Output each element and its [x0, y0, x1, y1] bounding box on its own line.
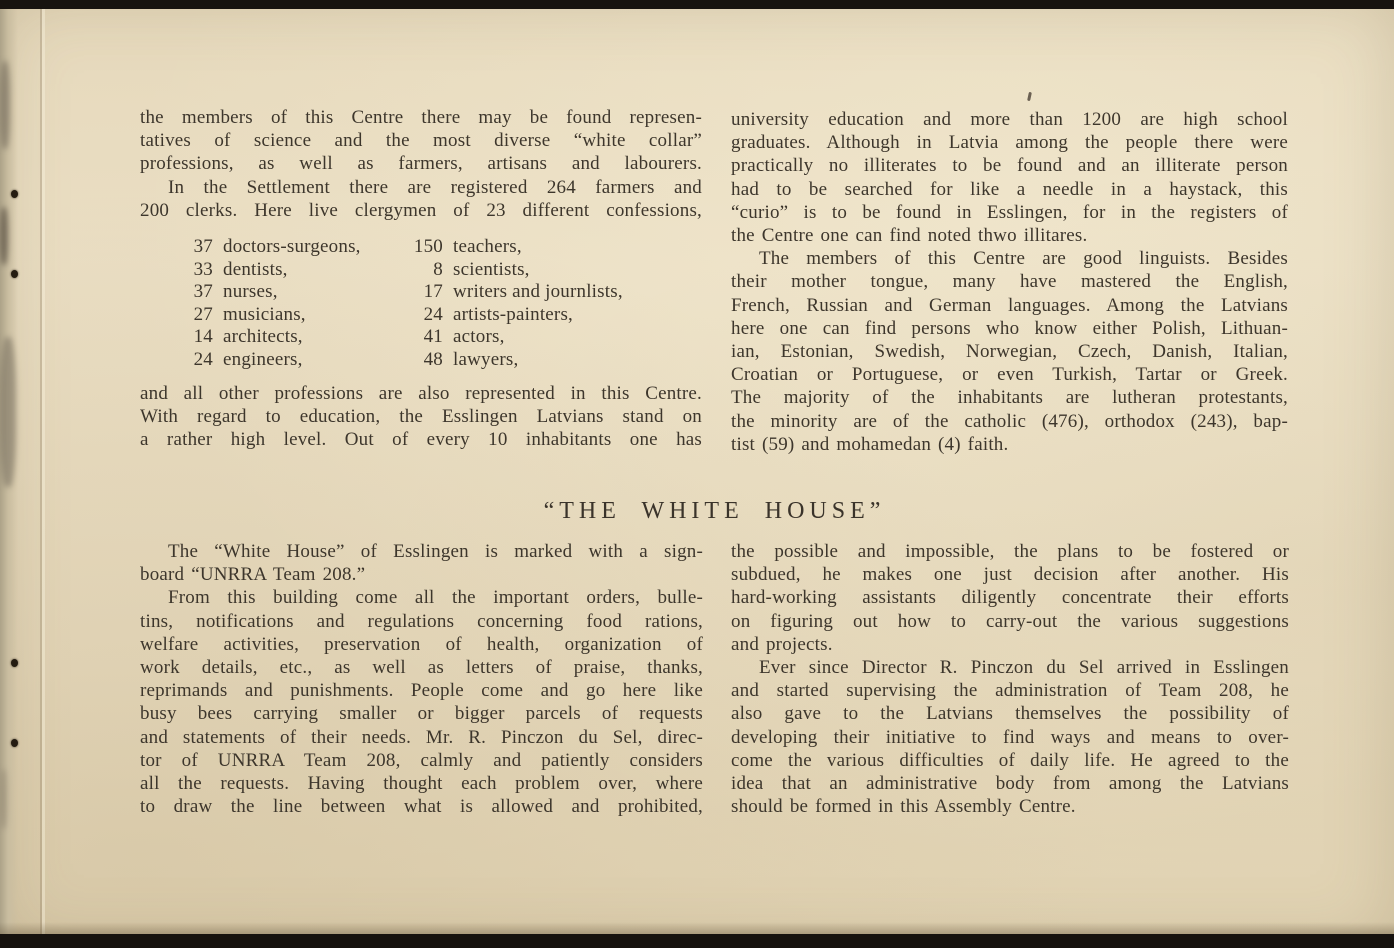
- text-line: professions, as well as farmers, artisans and labourers.: [140, 153, 702, 175]
- binding-stain: [0, 769, 7, 829]
- top-right-column: [731, 108, 1288, 456]
- text-line: also gave to the Latvians themselves the possibility of: [731, 703, 1289, 725]
- profession-label: doctors-surgeons,: [223, 236, 361, 258]
- text-line: busy bees carrying smaller or bigger parcels of requests: [140, 703, 703, 725]
- text-line: welfare activities, preservation of health, organization of: [140, 633, 703, 655]
- paragraph: [140, 540, 703, 586]
- profession-label: actors,: [453, 326, 505, 348]
- binding-stain: [0, 207, 8, 265]
- text-line: “curio” is to be found in Esslingen, for in the registers of: [731, 201, 1288, 223]
- text-line: reprimands and punishments. People come and go here like: [140, 680, 703, 702]
- text-line: the members of this Centre there may be found represen-: [140, 107, 702, 128]
- paragraph: [140, 106, 702, 176]
- profession-count: 14: [193, 326, 213, 348]
- column-text: [140, 382, 702, 452]
- profession-count: 41: [423, 326, 443, 348]
- text-line: and statements of their needs. Mr. R. Pinczon du Sel, direc-: [140, 726, 703, 748]
- top-edge-bar: [0, 0, 1394, 9]
- profession-label: artists-painters,: [453, 303, 574, 325]
- text-line: come the various difficulties of daily life. He agreed to the: [731, 749, 1289, 771]
- text-line: With regard to education, the Esslingen Latvians stand on: [140, 405, 702, 427]
- text-line: board “UNRRA Team 208.”: [140, 564, 366, 586]
- text-line: tist (59) and mohamedan (4) faith.: [731, 433, 1009, 455]
- text-line: The members of this Centre are good linguists. Besides: [759, 248, 1288, 270]
- text-line: should be formed in this Assembly Centre.: [731, 796, 1076, 818]
- text-line: the possible and impossible, the plans to be fostered or: [731, 541, 1289, 562]
- profession-count: 37: [193, 281, 213, 303]
- profession-row: [140, 325, 702, 348]
- binding-stain: [0, 61, 10, 149]
- text-line: practically no illiterates to be found and an illiterate person: [731, 155, 1288, 177]
- profession-count: 24: [423, 303, 443, 325]
- profession-count: 33: [193, 258, 213, 280]
- profession-count: 17: [423, 281, 443, 303]
- paragraph: [140, 176, 702, 222]
- column-text: [731, 540, 1289, 818]
- profession-label: writers and journlists,: [453, 281, 623, 303]
- paragraph: [731, 247, 1288, 456]
- profession-label: musicians,: [223, 303, 306, 325]
- text-line: Croatian or Portuguese, or even Turkish, Tartar or Greek.: [731, 364, 1288, 386]
- text-line: tins, notifications and regulations concerning food rations,: [140, 610, 703, 632]
- profession-row: [140, 280, 702, 303]
- profession-row: [140, 258, 702, 281]
- profession-count: 37: [193, 236, 213, 258]
- professions-list: [140, 235, 702, 371]
- text-line: here one can find persons who know either Polish, Lithuan-: [731, 317, 1288, 339]
- column-text: [140, 106, 702, 222]
- text-line: 200 clerks. Here live clergymen of 23 different confessions,: [140, 199, 702, 221]
- text-line: all the requests. Having thought each problem over, where: [140, 773, 703, 795]
- profession-label: nurses,: [223, 281, 278, 303]
- profession-row: [140, 303, 702, 326]
- text-line: subdued, he makes one just decision after another. His: [731, 564, 1289, 586]
- profession-label: architects,: [223, 326, 303, 348]
- text-line: a rather high level. Out of every 10 inhabitants one has: [140, 428, 702, 450]
- text-line: had to be searched for like a needle in a haystack, this: [731, 178, 1288, 200]
- text-line: and all other professions are also represented in this Centre.: [140, 382, 702, 404]
- profession-row: [140, 348, 702, 371]
- profession-row: [140, 235, 702, 258]
- profession-label: dentists,: [223, 258, 288, 280]
- text-line: French, Russian and German languages. Among the Latvians: [731, 294, 1288, 316]
- text-line: work details, etc., as well as letters of praise, thanks,: [140, 657, 703, 679]
- text-line: graduates. Although in Latvia among the people there were: [731, 132, 1288, 154]
- text-line: on figuring out how to carry-out the various suggestions: [731, 610, 1289, 632]
- stitch-hole: [11, 739, 18, 747]
- profession-count: 24: [193, 348, 213, 370]
- text-line: and started supervising the administration of Team 208, he: [731, 680, 1289, 702]
- top-left-column: [140, 106, 702, 451]
- paragraph: [140, 586, 703, 818]
- text-line: university education and more than 1200 are high school: [731, 109, 1288, 130]
- text-line: tatives of science and the most diverse “white collar”: [140, 130, 702, 152]
- text-line: From this building come all the important orders, bulle-: [168, 587, 703, 609]
- text-line: The majority of the inhabitants are lutheran protestants,: [731, 387, 1288, 409]
- ink-speck: [1027, 92, 1032, 101]
- text-line: hard-working assistants diligently concentrate their efforts: [731, 587, 1289, 609]
- bottom-right-column: [731, 540, 1289, 818]
- bottom-left-column: [140, 540, 703, 818]
- profession-label: engineers,: [223, 348, 303, 370]
- binding-stain: [0, 337, 16, 487]
- profession-label: teachers,: [453, 236, 522, 258]
- text-line: the minority are of the catholic (476), orthodox (243), bap-: [731, 410, 1288, 432]
- text-line: and projects.: [731, 633, 833, 655]
- profession-count: 8: [433, 258, 443, 280]
- text-line: to draw the line between what is allowed and prohibited,: [140, 796, 703, 818]
- paragraph: [731, 108, 1288, 247]
- profession-count: 150: [413, 236, 443, 258]
- column-text: [140, 540, 703, 818]
- text-line: Ever since Director R. Pinczon du Sel arrived in Esslingen: [759, 657, 1289, 679]
- text-line: idea that an administrative body from among the Latvians: [731, 773, 1289, 795]
- section-heading: “THE WHITE HOUSE”: [543, 498, 886, 524]
- profession-label: scientists,: [453, 258, 530, 280]
- binding-strip: [0, 9, 18, 934]
- paragraph: [731, 656, 1289, 818]
- text-line: the Centre one can find noted thwo illitares.: [731, 225, 1088, 247]
- column-text: [731, 108, 1288, 456]
- bottom-edge-shadow: [0, 922, 1394, 934]
- text-line: In the Settlement there are registered 264 farmers and: [168, 176, 702, 198]
- text-line: their mother tongue, many have mastered the English,: [731, 271, 1288, 293]
- text-line: The “White House” of Esslingen is marked with a sign-: [168, 541, 703, 562]
- profession-label: lawyers,: [453, 348, 519, 370]
- text-line: tor of UNRRA Team 208, calmly and patiently considers: [140, 749, 703, 771]
- stitch-hole: [11, 270, 18, 278]
- stitch-hole: [11, 190, 18, 198]
- bottom-edge-bar: [0, 934, 1394, 948]
- text-line: developing their initiative to find ways and means to over-: [731, 726, 1289, 748]
- text-line: ian, Estonian, Swedish, Norwegian, Czech, Danish, Italian,: [731, 341, 1288, 363]
- profession-count: 27: [193, 303, 213, 325]
- profession-count: 48: [423, 348, 443, 370]
- stitch-hole: [11, 659, 18, 667]
- paragraph: [731, 540, 1289, 656]
- page-crease-highlight: [42, 9, 45, 934]
- paragraph: [140, 382, 702, 452]
